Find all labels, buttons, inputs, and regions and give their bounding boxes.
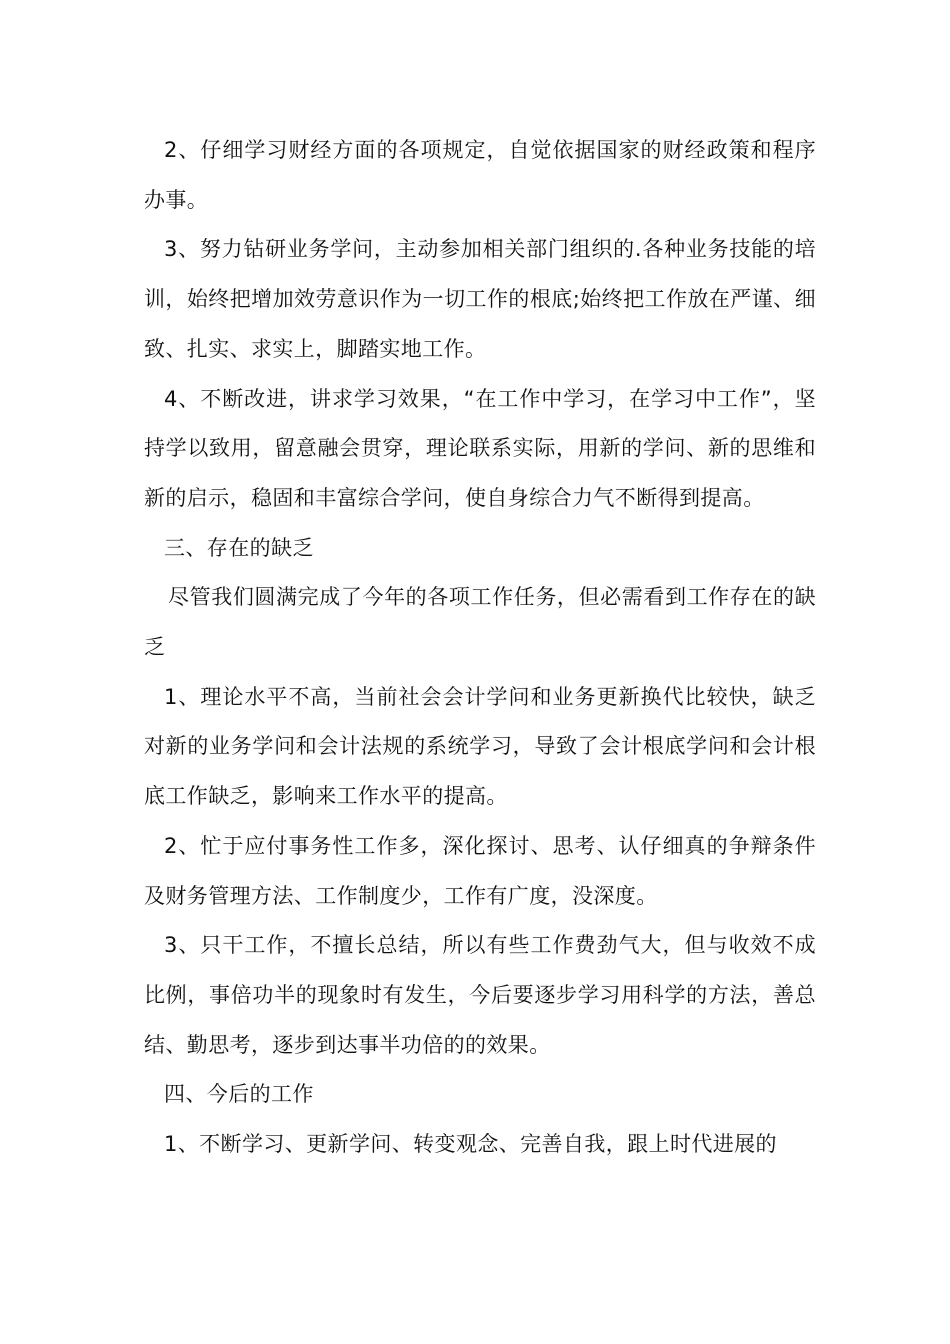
- section-heading-future-work: 四、今后的工作: [164, 1082, 314, 1107]
- paragraph-shortcoming-1: 1、理论水平不高，当前社会会计学问和业务更新换代比较快，缺乏对新的业务学问和会计法规的系统学习，导致了会计根底学问和会计根底工作缺乏，影响来工作水平的提高。: [144, 684, 816, 809]
- paragraph-shortcoming-2: 2、忙于应付事务性工作多，深化探讨、思考、认仔细真的争辩条件及财务管理方法、工作制度少，工作有广度，没深度。: [144, 833, 816, 908]
- paragraph-future-1: 1、不断学习、更新学问、转变观念、完善自我，跟上时代进展的: [164, 1132, 777, 1157]
- paragraph-intro-shortcomings: 尽管我们圆满完成了今年的各项工作任务，但必需看到工作存在的缺乏: [144, 585, 816, 660]
- paragraph-item-3: 3、努力钻研业务学问，主动参加相关部门组织的.各种业务技能的培训，始终把增加效劳意识作为一切工作的根底;始终把工作放在严谨、细致、扎实、求实上，脚踏实地工作。: [144, 237, 816, 361]
- document-page: [144, 126, 816, 1170]
- section-heading-shortcomings: 三、存在的缺乏: [164, 535, 314, 560]
- paragraph-item-4: 4、不断改进，讲求学习效果，“在工作中学习，在学习中工作”，坚持学以致用，留意融会贯穿，理论联系实际，用新的学问、新的思维和新的启示，稳固和丰富综合学问，使自身综合力气不断得到提高。: [144, 386, 816, 510]
- paragraph-shortcoming-3: 3、只干工作，不擅长总结，所以有些工作费劲气大，但与收效不成比例，事倍功半的现象时有发生，今后要逐步学习用科学的方法，善总结、勤思考，逐步到达事半功倍的的效果。: [144, 933, 816, 1057]
- paragraph-item-2: 2、仔细学习财经方面的各项规定，自觉依据国家的财经政策和程序办事。: [144, 138, 816, 212]
